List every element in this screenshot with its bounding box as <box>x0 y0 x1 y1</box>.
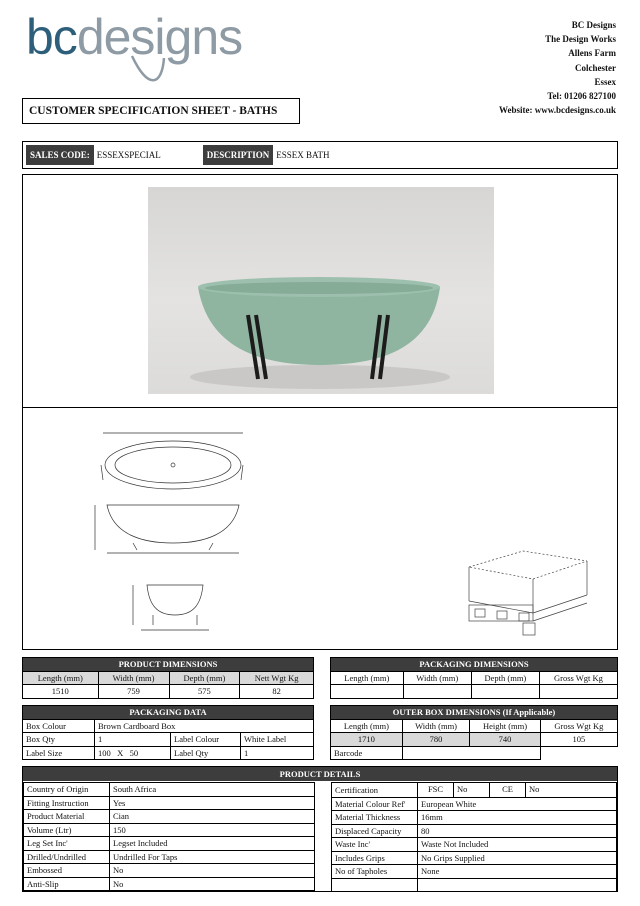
label-colour-value: White Label <box>241 733 314 747</box>
ob-weight: 105 <box>540 733 617 747</box>
ob-header-weight: Gross Wgt Kg <box>540 719 617 733</box>
pdr-label-5: No of Tapholes <box>332 865 418 879</box>
pdl-value-6: No <box>110 864 315 878</box>
product-details-title: PRODUCT DETAILS <box>23 767 617 781</box>
logo-designs: designs <box>76 9 243 65</box>
pdl-value-0: South Africa <box>110 783 315 797</box>
pd-header-depth: Depth (mm) <box>169 671 240 685</box>
sheet-title: CUSTOMER SPECIFICATION SHEET - BATHS <box>22 98 300 124</box>
label-qty-label: Label Qty <box>171 746 241 760</box>
bath-photo <box>148 187 494 394</box>
barcode-value <box>402 746 540 760</box>
bath-illustration <box>148 187 494 394</box>
pd-header-weight: Nett Wgt Kg <box>240 671 314 685</box>
box-colour-value: Brown Cardboard Box <box>95 719 314 733</box>
label-size-value: 100 X 50 <box>95 746 171 760</box>
pdr-value-3: Waste Not Included <box>418 838 617 852</box>
company-line2: Allens Farm <box>568 48 616 59</box>
pdr-value-0: European White <box>418 797 617 811</box>
pdr-label-4: Includes Grips <box>332 851 418 865</box>
fsc-value: No <box>454 783 490 797</box>
bc-designs-logo <box>26 9 276 90</box>
pdl-label-6: Embossed <box>24 864 110 878</box>
fsc-label: FSC <box>418 783 454 797</box>
company-line4: Essex <box>594 76 616 87</box>
sales-code-value: ESSEXSPECIAL <box>96 150 161 160</box>
pdl-value-5: Undrilled For Taps <box>110 850 315 864</box>
pdr-label-0: Material Colour Ref' <box>332 797 418 811</box>
packaging-dimensions-title: PACKAGING DIMENSIONS <box>331 658 618 672</box>
company-address <box>499 18 616 117</box>
pdl-label-4: Leg Set Inc' <box>24 837 110 851</box>
company-name: BC Designs <box>571 20 616 30</box>
box-qty-value: 1 <box>95 733 171 747</box>
pdr-label-3: Waste Inc' <box>332 838 418 852</box>
pdl-value-1: Yes <box>110 796 315 810</box>
product-details-right <box>331 782 617 892</box>
pkd-depth <box>471 685 539 699</box>
pdr-label-6 <box>332 878 418 892</box>
outer-box-table <box>330 705 618 760</box>
ob-length: 1710 <box>331 733 403 747</box>
certification-label: Certification <box>332 783 418 798</box>
description-label: DESCRIPTION <box>203 145 274 165</box>
pdl-label-3: Volume (Ltr) <box>24 823 110 837</box>
pkd-header-width: Width (mm) <box>403 671 471 685</box>
pdl-label-0: Country of Origin <box>24 783 110 797</box>
label-colour-label: Label Colour <box>171 733 241 747</box>
product-details-left <box>23 782 315 891</box>
product-image-box <box>22 174 618 650</box>
logo-swoosh-icon <box>128 52 168 90</box>
pdl-label-7: Anti-Slip <box>24 877 110 891</box>
company-line1: The Design Works <box>545 34 616 45</box>
ob-header-width: Width (mm) <box>402 719 469 733</box>
pdr-label-2: Displaced Capacity <box>332 824 418 838</box>
technical-drawing <box>93 425 263 640</box>
barcode-label: Barcode <box>331 746 403 760</box>
pd-length: 1510 <box>23 685 99 699</box>
pdr-value-4: No Grips Supplied <box>418 851 617 865</box>
label-qty-value: 1 <box>241 746 314 760</box>
code-bar <box>22 141 618 169</box>
ce-value: No <box>529 784 540 794</box>
packaging-data-title: PACKAGING DATA <box>23 706 314 720</box>
packaging-data-table <box>22 705 314 760</box>
pd-depth: 575 <box>169 685 240 699</box>
product-dimensions-table <box>22 657 314 699</box>
pdr-value-6 <box>418 878 617 892</box>
packaging-drawing <box>463 547 593 642</box>
outer-box-title: OUTER BOX DIMENSIONS (If Applicable) <box>331 706 618 720</box>
product-dimensions-title: PRODUCT DIMENSIONS <box>23 658 314 672</box>
pdr-value-5: None <box>418 865 617 879</box>
box-colour-label: Box Colour <box>23 719 95 733</box>
pkd-width <box>403 685 471 699</box>
pkd-length <box>331 685 404 699</box>
pdl-label-2: Product Material <box>24 810 110 824</box>
pdl-value-3: 150 <box>110 823 315 837</box>
pkd-header-depth: Depth (mm) <box>471 671 539 685</box>
pd-header-width: Width (mm) <box>98 671 169 685</box>
pd-header-length: Length (mm) <box>23 671 99 685</box>
pdr-value-2: 80 <box>418 824 617 838</box>
product-details-box <box>22 766 618 892</box>
pdr-value-1: 16mm <box>418 811 617 825</box>
box-qty-label: Box Qty <box>23 733 95 747</box>
label-size-label: Label Size <box>23 746 95 760</box>
pdl-value-7: No <box>110 877 315 891</box>
company-tel: Tel: 01206 827100 <box>547 91 616 102</box>
image-divider <box>23 407 617 408</box>
company-line3: Colchester <box>575 62 616 73</box>
pd-weight: 82 <box>240 685 314 699</box>
logo-bc: bc <box>26 9 77 65</box>
pkd-weight <box>539 685 617 699</box>
pdl-label-5: Drilled/Undrilled <box>24 850 110 864</box>
pdr-label-1: Material Thickness <box>332 811 418 825</box>
sales-code-label: SALES CODE: <box>26 145 94 165</box>
ob-width: 780 <box>402 733 469 747</box>
pd-width: 759 <box>98 685 169 699</box>
pdl-value-4: Legset Included <box>110 837 315 851</box>
pdl-value-2: Cian <box>110 810 315 824</box>
pkd-header-length: Length (mm) <box>331 671 404 685</box>
ob-header-height: Height (mm) <box>470 719 541 733</box>
ce-label: CE <box>490 783 526 797</box>
pdl-label-1: Fitting Instruction <box>24 796 110 810</box>
packaging-dimensions-table <box>330 657 618 699</box>
ob-header-length: Length (mm) <box>331 719 403 733</box>
description-value: ESSEX BATH <box>276 150 330 160</box>
company-website: Website: www.bcdesigns.co.uk <box>498 105 616 116</box>
pkd-header-weight: Gross Wgt Kg <box>539 671 617 685</box>
ob-height: 740 <box>470 733 541 747</box>
